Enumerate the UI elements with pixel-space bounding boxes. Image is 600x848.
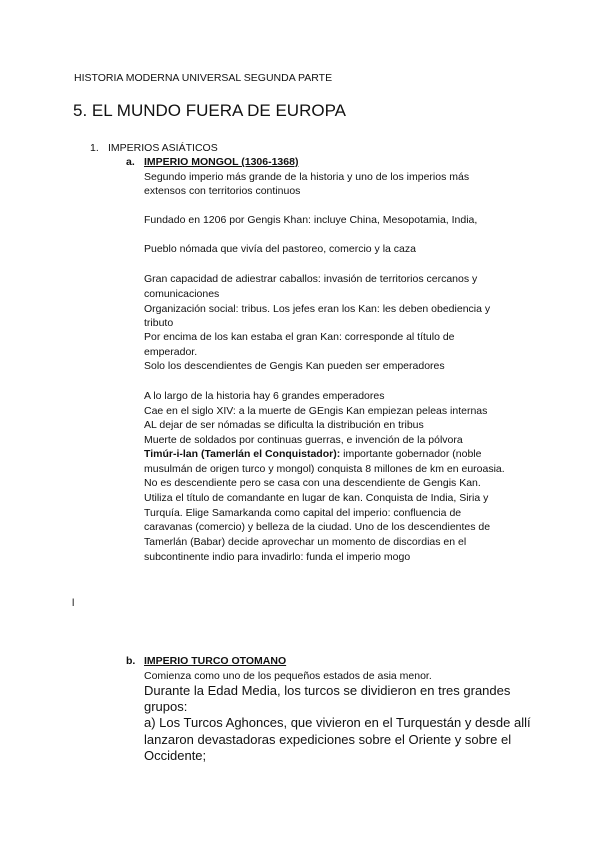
list-number: 1. xyxy=(90,142,99,154)
timur-name: Timúr-i-lan (Tamerlán el Conquistador): xyxy=(144,448,341,460)
section-b-large-line: grupos: xyxy=(144,699,188,714)
section-a-marker: a. xyxy=(126,156,135,168)
section-a-title: IMPERIO MONGOL (1306-1368) xyxy=(144,156,299,168)
chapter-title: 5. EL MUNDO FUERA DE EUROPA xyxy=(73,101,346,120)
section-b-large-line: a) Los Turcos Aghonces, que vivieron en el Turquestán y desde allí xyxy=(144,715,531,730)
section-a-line: Muerte de soldados por continuas guerras, e invención de la pólvora xyxy=(144,434,463,446)
section-b-large-line: lanzaron devastadoras expediciones sobre el Oriente y sobre el xyxy=(144,732,512,747)
timur-line: Tamerlán (Babar) decide aprovechar un momento de discordias en el xyxy=(144,536,467,548)
section-a-line: extensos con territorios continuos xyxy=(144,185,301,197)
list-title: IMPERIOS ASIÁTICOS xyxy=(108,142,218,154)
section-a-line: Fundado en 1206 por Gengis Khan: incluye China, Mesopotamia, India, xyxy=(144,214,478,226)
section-a-line: Por encima de los kan estaba el gran Kan: corresponde al título de xyxy=(144,331,455,343)
section-b-large-line: Occidente; xyxy=(144,748,207,763)
timur-line: caravanas (comercio) y belleza de la ciudad. Uno de los descendientes de xyxy=(144,521,491,533)
section-a-line: Organización social: tribus. Los jefes eran los Kan: les deben obediencia y xyxy=(144,303,491,315)
section-a-line: tributo xyxy=(144,317,174,329)
timur-line: Turquía. Elige Samarkanda como capital del imperio: confluencia de xyxy=(144,507,462,519)
section-a-line: Pueblo nómada que vivía del pastoreo, comercio y la caza xyxy=(144,243,416,255)
stray-mark: l xyxy=(72,597,75,609)
section-a-line: Cae en el siglo XIV: a la muerte de GEngis Kan empiezan peleas internas xyxy=(144,405,488,417)
section-b-title: IMPERIO TURCO OTOMANO xyxy=(144,655,287,667)
timur-line xyxy=(144,447,481,461)
timur-description: importante gobernador (noble xyxy=(340,448,482,460)
timur-line: No es descendiente pero se casa con una descendiente de Gengis Kan. xyxy=(144,477,481,489)
section-b-large-line: Durante la Edad Media, los turcos se dividieron en tres grandes xyxy=(144,683,511,698)
section-a-line: Gran capacidad de adiestrar caballos: invasión de territorios cercanos y xyxy=(144,273,478,285)
section-b-line: Comienza como uno de los pequeños estados de asia menor. xyxy=(144,670,432,682)
section-a-line: emperador. xyxy=(144,346,198,358)
document-header: HISTORIA MODERNA UNIVERSAL SEGUNDA PARTE xyxy=(74,72,333,84)
timur-line: musulmán de origen turco y mongol) conquista 8 millones de km en euroasia. xyxy=(144,463,505,475)
section-a-line: Segundo imperio más grande de la historia y uno de los imperios más xyxy=(144,171,470,183)
section-b-marker: b. xyxy=(126,655,136,667)
section-a-line: AL dejar de ser nómadas se dificulta la distribución en tribus xyxy=(144,419,424,431)
section-a-line: Solo los descendientes de Gengis Kan pueden ser emperadores xyxy=(144,360,445,372)
timur-line: Utiliza el título de comandante en lugar de kan. Conquista de India, Siria y xyxy=(144,492,489,504)
section-a-line: A lo largo de la historia hay 6 grandes emperadores xyxy=(144,390,385,402)
timur-line: subcontinente indio para invadirlo: funda el imperio mogo xyxy=(144,551,411,563)
section-a-line: comunicaciones xyxy=(144,288,220,300)
